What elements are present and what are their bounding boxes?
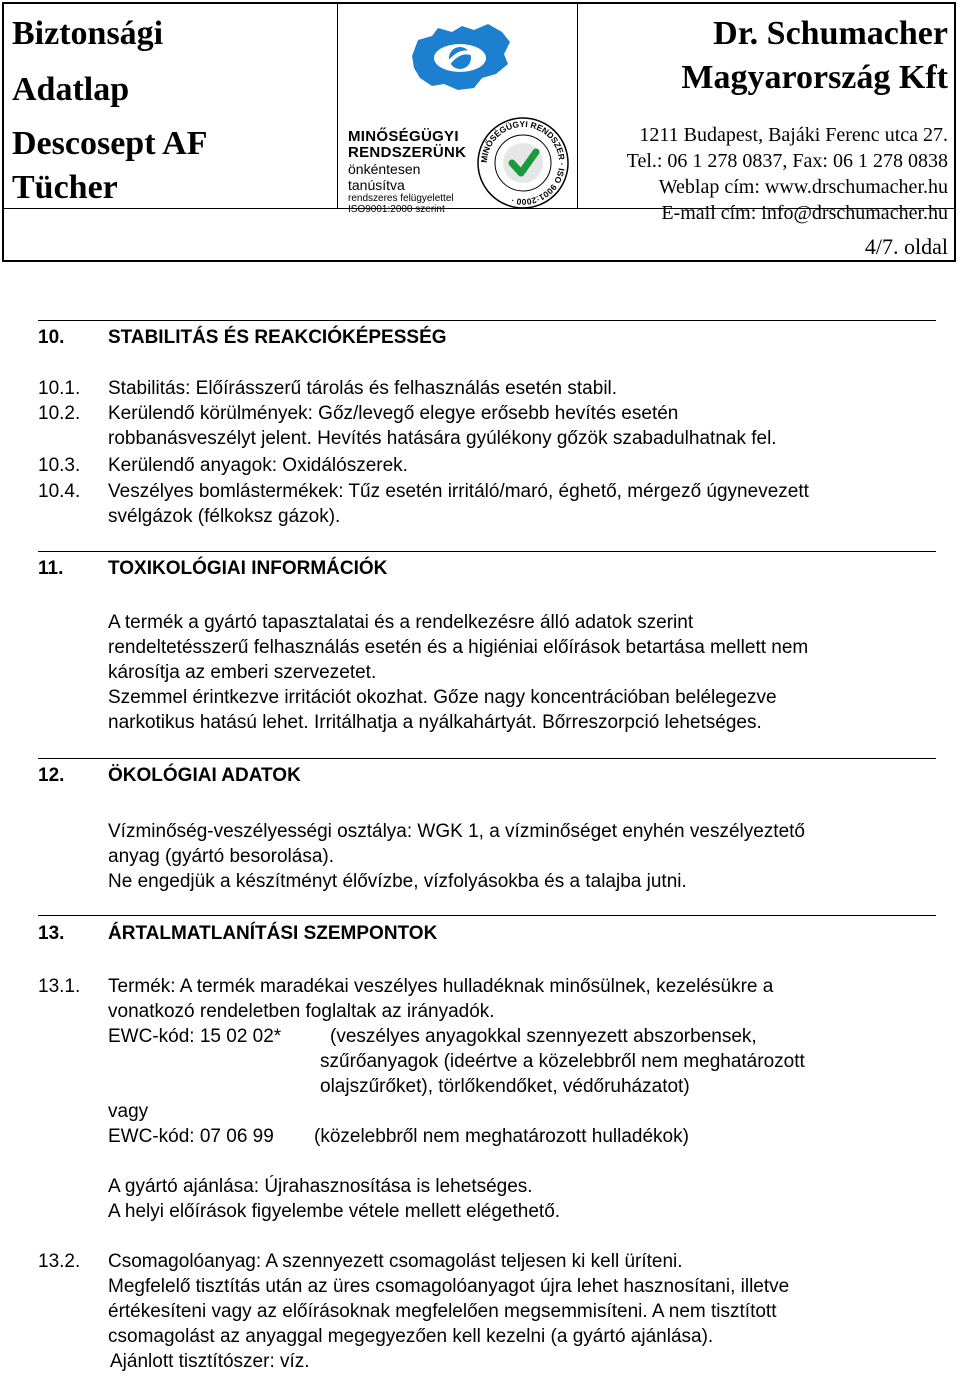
item-10-1-text: Stabilitás: Előírásszerű tárolás és felhasználás esetén stabil.	[108, 378, 618, 399]
doc-type-line2: Adatlap	[12, 71, 130, 108]
item-10-4-number: 10.4.	[38, 481, 81, 502]
manufacturer-recommendation-2: A helyi előírások figyelembe vétele mellett elégethető.	[108, 1201, 561, 1222]
section-12-rule	[38, 758, 936, 759]
header-divider-left	[337, 4, 338, 208]
ewc-code-1: EWC-kód: 15 02 02*	[108, 1026, 282, 1047]
quality-logo-line3: önkéntesen tanúsítva	[348, 161, 421, 193]
product-name-line1: Descosept AF	[12, 125, 208, 162]
section-11-text-line2: rendeltetésszerű felhasználás esetén és a higiéniai előírások betartása mellett nem	[108, 637, 809, 658]
item-13-1-text-line1: Termék: A termék maradékai veszélyes hulladéknak minősülnek, kezelésükre a	[108, 976, 774, 997]
quality-logo-line2: RENDSZERÜNK	[348, 144, 467, 161]
item-10-2-text-line1: Kerülendő körülmények: Gőz/levegő elegye erősebb hevítés esetén	[108, 403, 679, 424]
item-13-2-number: 13.2.	[38, 1251, 81, 1272]
item-10-3-text: Kerülendő anyagok: Oxidálószerek.	[108, 455, 408, 476]
section-12-text-line1: Vízminőség-veszélyességi osztálya: WGK 1, a vízminőséget enyhén veszélyeztető	[108, 821, 805, 842]
item-10-4-text-line2: svélgázok (félkoksz gázok).	[108, 506, 341, 527]
ewc-code-2: EWC-kód: 07 06 99	[108, 1126, 274, 1147]
item-10-2-number: 10.2.	[38, 403, 81, 424]
section-10-rule	[38, 320, 936, 321]
quality-logo-line4: rendszeres felügyelettel	[348, 193, 454, 204]
company-name-line2: Magyarország Kft	[681, 59, 948, 96]
quality-logo-line5: ISO9001:2000 szerint	[348, 204, 445, 215]
product-name-line2: Tücher	[12, 169, 118, 206]
iso-seal-logo	[476, 116, 570, 210]
section-13-title: ÁRTALMATLANÍTÁSI SZEMPONTOK	[108, 923, 438, 944]
section-13-rule	[38, 915, 936, 916]
section-11-text-line4: Szemmel érintkezve irritációt okozhat. Gőze nagy koncentrációban belélegezve	[108, 687, 777, 708]
company-web: Weblap cím: www.drschumacher.hu	[658, 176, 948, 198]
section-11-number: 11.	[38, 558, 64, 579]
company-phone: Tel.: 06 1 278 0837, Fax: 06 1 278 0838	[626, 150, 948, 172]
hungary-map-logo	[404, 18, 514, 98]
page-number: 4/7. oldal	[864, 234, 948, 259]
section-12-text-line3: Ne engedjük a készítményt élővízbe, vízfolyásokba és a talajba jutni.	[108, 871, 687, 892]
item-13-2-text-line5: Ajánlott tisztítószer: víz.	[110, 1351, 310, 1372]
section-10-number: 10.	[38, 327, 65, 348]
quality-logo-line1: MINŐSÉGÜGYI	[348, 128, 459, 145]
company-name-line1: Dr. Schumacher	[713, 15, 948, 52]
company-address: 1211 Budapest, Bajáki Ferenc utca 27.	[639, 124, 948, 146]
section-10-title: STABILITÁS ÉS REAKCIÓKÉPESSÉG	[108, 327, 447, 348]
section-11-text-line5: narkotikus hatású lehet. Irritálhatja a nyálkahártyát. Bőrreszorpció lehetséges.	[108, 712, 762, 733]
document-header	[2, 2, 956, 262]
item-10-4-text-line1: Veszélyes bomlástermékek: Tűz esetén irritáló/maró, éghető, mérgező úgynevezett	[108, 481, 809, 502]
section-11-title: TOXIKOLÓGIAI INFORMÁCIÓK	[108, 558, 388, 579]
item-13-1-number: 13.1.	[38, 976, 81, 997]
ewc-or-text: vagy	[108, 1101, 149, 1122]
item-13-2-text-line4: csomagolást az anyaggal megegyezően kell kezelni (a gyártó ajánlása).	[108, 1326, 714, 1347]
section-13-number: 13.	[38, 923, 65, 944]
item-13-2-text-line2: Megfelelő tisztítás után az üres csomagolóanyagot újra lehet hasznosítani, illetve	[108, 1276, 790, 1297]
ewc-code-1-desc-line2: szűrőanyagok (ideértve a közelebbről nem meghatározott	[320, 1051, 805, 1072]
item-13-2-text-line3: értékesíteni vagy az előírásoknak megfelelően megsemmisíteni. A nem tisztított	[108, 1301, 777, 1322]
section-11-text-line1: A termék a gyártó tapasztalatai és a rendelkezésre álló adatok szerint	[108, 612, 694, 633]
section-12-number: 12.	[38, 765, 65, 786]
doc-type-line1: Biztonsági	[12, 15, 164, 52]
item-10-3-number: 10.3.	[38, 455, 81, 476]
section-11-text-line3: károsítja az emberi szervezetet.	[108, 662, 377, 683]
ewc-code-1-desc-line1: (veszélyes anyagokkal szennyezett abszorbensek,	[330, 1026, 757, 1047]
header-divider-right	[577, 4, 578, 208]
item-13-2-text-line1: Csomagolóanyag: A szennyezett csomagolást teljesen ki kell üríteni.	[108, 1251, 683, 1272]
ewc-code-1-desc-line3: olajszűrőket), törlőkendőket, védőruházatot)	[320, 1076, 690, 1097]
item-10-1-number: 10.1.	[38, 378, 81, 399]
manufacturer-recommendation-1: A gyártó ajánlása: Újrahasznosítása is lehetséges.	[108, 1176, 533, 1197]
ewc-code-2-desc: (közelebbről nem meghatározott hulladékok)	[314, 1126, 689, 1147]
item-13-1-text-line2: vonatkozó rendeletben foglaltak az irányadók.	[108, 1001, 495, 1022]
item-10-2-text-line2: robbanásveszélyt jelent. Hevítés hatására gyúlékony gőzök szabadulhatnak fel.	[108, 428, 777, 449]
section-12-title: ÖKOLÓGIAI ADATOK	[108, 765, 301, 786]
company-email: E-mail cím: info@drschumacher.hu	[661, 202, 948, 224]
section-11-rule	[38, 551, 936, 552]
quality-system-logo	[348, 129, 478, 215]
seal-arc-text: MINŐSÉGÜGYI RENDSZER · ISO 9001:2000 ·	[478, 118, 568, 208]
section-12-text-line2: anyag (gyártó besorolása).	[108, 846, 335, 867]
